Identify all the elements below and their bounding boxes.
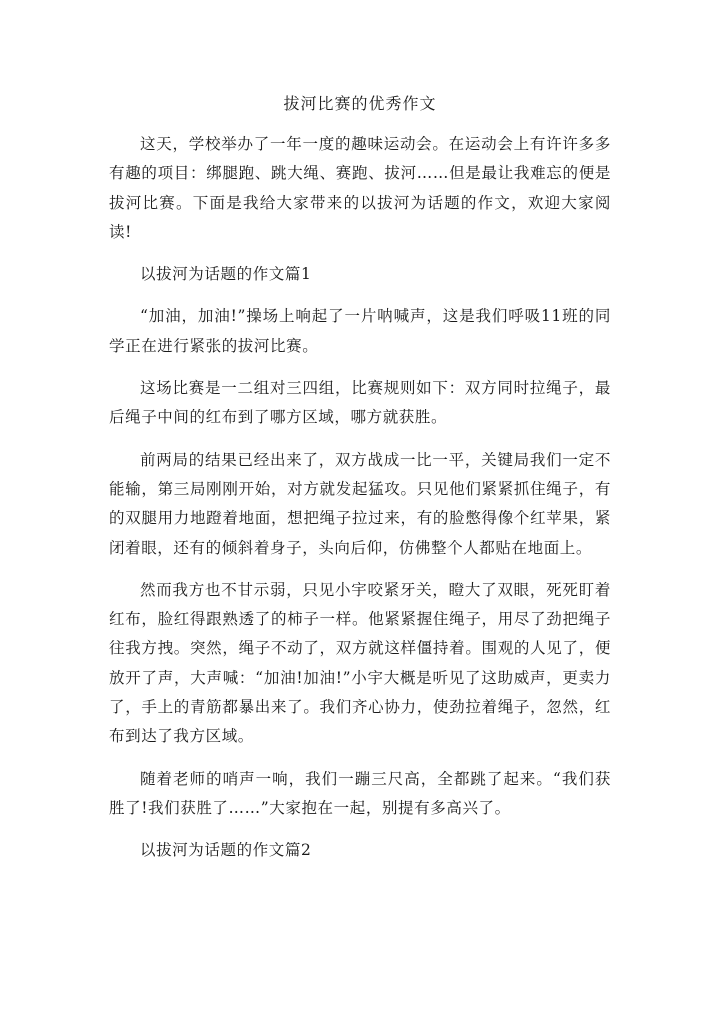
paragraph: 随着老师的哨声一响，我们一蹦三尺高，全都跳了起来。“我们获胜了!我们获胜了……”大家抱在一起，别提有多高兴了。 (109, 769, 611, 817)
section-heading-1: 以拔河为话题的作文篇1 (140, 265, 312, 284)
document-body (109, 130, 611, 879)
paragraph: 前两局的结果已经出来了，双方战成一比一平，关键局我们一定不能输，第三局刚刚开始，对方就发起猛攻。只见他们紧紧抓住绳子，有的双腿用力地蹬着地面，想把绳子拉过来，有的脸憋得像个红苹果，紧闭着眼，还有的倾斜着身子，头向后仰，仿佛整个人都贴在地面上。 (109, 450, 611, 557)
section-heading-2: 以拔河为话题的作文篇2 (140, 841, 312, 860)
paragraph: 然而我方也不甘示弱，只见小宇咬紧牙关，瞪大了双眼，死死盯着红布，脸红得跟熟透了的柿子一样。他紧紧握住绳子，用尽了劲把绳子往我方拽。突然，绳子不动了，双方就这样僵持着。围观的人见了，便放开了声，大声喊：“加油!加油!”小宇大概是听见了这助威声，更卖力了，手上的青筋都暴出来了。我们齐心协力，使劲拉着绳子，忽然，红布到达了我方区域。 (109, 580, 611, 746)
paragraph-intro: 这天，学校举办了一年一度的趣味运动会。在运动会上有许许多多有趣的项目：绑腿跑、跳大绳、赛跑、拔河……但是最让我难忘的便是拔河比赛。下面是我给大家带来的以拔河为话题的作文，欢迎大家阅读! (109, 135, 611, 241)
document-title: 拔河比赛的优秀作文 (283, 94, 437, 113)
paragraph: “加油，加油!”操场上响起了一片呐喊声，这是我们呼吸11班的同学正在进行紧张的拔河比赛。 (109, 307, 611, 355)
paragraph: 这场比赛是一二组对三四组，比赛规则如下：双方同时拉绳子，最后绳子中间的红布到了哪方区域，哪方就获胜。 (109, 379, 611, 427)
